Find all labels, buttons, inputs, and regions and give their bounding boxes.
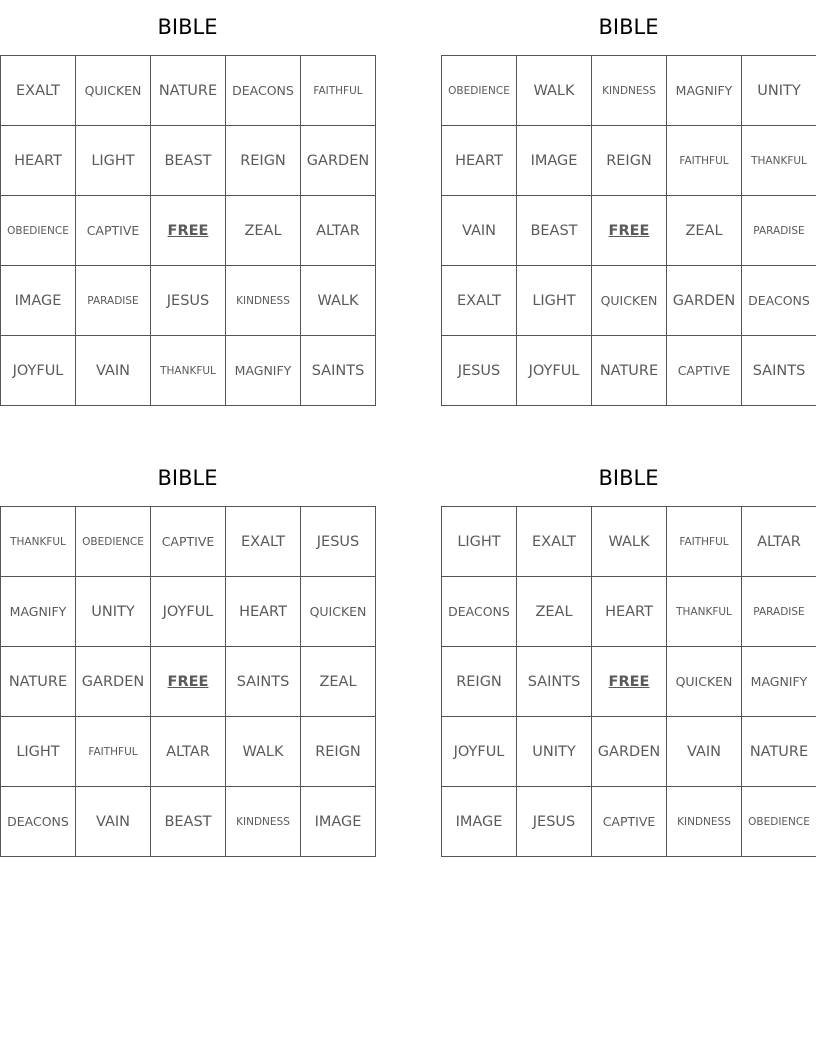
bingo-cell: CAPTIVE (592, 787, 667, 857)
grid-row (1, 647, 376, 717)
bingo-cell: SAINTS (226, 647, 301, 717)
grid-row (1, 787, 376, 857)
bingo-cell: WALK (226, 717, 301, 787)
grid-row (1, 126, 376, 196)
bingo-cell: GARDEN (592, 717, 667, 787)
bingo-cell: THANKFUL (667, 577, 742, 647)
bingo-cell: OBEDIENCE (742, 787, 816, 857)
grid-row (442, 266, 816, 336)
grid-row (442, 647, 816, 717)
bingo-cell: QUICKEN (667, 647, 742, 717)
bingo-cell: GARDEN (301, 126, 376, 196)
free-space-cell: FREE (592, 196, 667, 266)
grid-row (1, 717, 376, 787)
bingo-cell: OBEDIENCE (442, 56, 517, 126)
bingo-cell: GARDEN (76, 647, 151, 717)
bingo-cell: REIGN (442, 647, 517, 717)
grid-row (1, 336, 376, 406)
bingo-grid (441, 55, 816, 406)
bingo-cell: FAITHFUL (667, 507, 742, 577)
bingo-cell: ZEAL (667, 196, 742, 266)
bingo-cell: JESUS (442, 336, 517, 406)
bingo-cell: EXALT (1, 56, 76, 126)
card-title: BIBLE (598, 466, 659, 490)
bingo-cell: THANKFUL (1, 507, 76, 577)
bingo-cell: NATURE (1, 647, 76, 717)
bingo-cell: JOYFUL (1, 336, 76, 406)
bingo-cell: LIGHT (442, 507, 517, 577)
grid-row (1, 56, 376, 126)
bingo-cell: GARDEN (667, 266, 742, 336)
bingo-cell: KINDNESS (226, 787, 301, 857)
bingo-cell: EXALT (442, 266, 517, 336)
bingo-cell: ZEAL (226, 196, 301, 266)
bingo-cell: KINDNESS (592, 56, 667, 126)
bingo-cell: WALK (592, 507, 667, 577)
bingo-cell: BEAST (517, 196, 592, 266)
bingo-cell: JESUS (301, 507, 376, 577)
bingo-cell: ALTAR (151, 717, 226, 787)
grid-row (442, 56, 816, 126)
grid-row (442, 787, 816, 857)
bingo-cell: DEACONS (742, 266, 816, 336)
bingo-cell: PARADISE (76, 266, 151, 336)
bingo-cell: QUICKEN (76, 56, 151, 126)
bingo-cell: HEART (1, 126, 76, 196)
free-space-cell: FREE (151, 196, 226, 266)
bingo-cell: CAPTIVE (667, 336, 742, 406)
bingo-cell: FAITHFUL (301, 56, 376, 126)
bingo-cell: SAINTS (742, 336, 816, 406)
bingo-cell: KINDNESS (667, 787, 742, 857)
bingo-cell: QUICKEN (592, 266, 667, 336)
bingo-cell: MAGNIFY (667, 56, 742, 126)
bingo-cell: HEART (442, 126, 517, 196)
bingo-cell: IMAGE (517, 126, 592, 196)
bingo-cell: ALTAR (742, 507, 816, 577)
grid-row (1, 266, 376, 336)
bingo-cell: MAGNIFY (742, 647, 816, 717)
bingo-cell: PARADISE (742, 196, 816, 266)
card-title: BIBLE (157, 15, 218, 39)
bingo-cell: DEACONS (442, 577, 517, 647)
bingo-cell: OBEDIENCE (76, 507, 151, 577)
bingo-cell: PARADISE (742, 577, 816, 647)
bingo-cell: UNITY (517, 717, 592, 787)
grid-row (442, 577, 816, 647)
bingo-cell: WALK (301, 266, 376, 336)
bingo-cell: FAITHFUL (667, 126, 742, 196)
bingo-cell: DEACONS (226, 56, 301, 126)
bingo-cell: CAPTIVE (76, 196, 151, 266)
bingo-cell: MAGNIFY (226, 336, 301, 406)
bingo-cell: HEART (226, 577, 301, 647)
bingo-cell: QUICKEN (301, 577, 376, 647)
bingo-cell: JESUS (151, 266, 226, 336)
bingo-grid (441, 506, 816, 857)
bingo-cell: SAINTS (517, 647, 592, 717)
bingo-cell: MAGNIFY (1, 577, 76, 647)
bingo-cell: SAINTS (301, 336, 376, 406)
bingo-cell: IMAGE (301, 787, 376, 857)
bingo-cell: JOYFUL (442, 717, 517, 787)
free-space-cell: FREE (592, 647, 667, 717)
bingo-cell: LIGHT (76, 126, 151, 196)
bingo-cell: ALTAR (301, 196, 376, 266)
bingo-cell: UNITY (742, 56, 816, 126)
grid-row (442, 717, 816, 787)
bingo-cell: THANKFUL (151, 336, 226, 406)
bingo-cell: NATURE (151, 56, 226, 126)
bingo-cell: VAIN (442, 196, 517, 266)
bingo-cell: IMAGE (442, 787, 517, 857)
bingo-cell: JOYFUL (517, 336, 592, 406)
bingo-cell: EXALT (226, 507, 301, 577)
bingo-cell: VAIN (76, 787, 151, 857)
bingo-cell: REIGN (226, 126, 301, 196)
bingo-cell: OBEDIENCE (1, 196, 76, 266)
bingo-cell: UNITY (76, 577, 151, 647)
bingo-cell: REIGN (592, 126, 667, 196)
bingo-cell: KINDNESS (226, 266, 301, 336)
bingo-grid (0, 506, 376, 857)
bingo-cell: LIGHT (517, 266, 592, 336)
bingo-cell: ZEAL (301, 647, 376, 717)
bingo-cell: CAPTIVE (151, 507, 226, 577)
bingo-cell: LIGHT (1, 717, 76, 787)
bingo-cell: DEACONS (1, 787, 76, 857)
card-title: BIBLE (157, 466, 218, 490)
bingo-cell: NATURE (742, 717, 816, 787)
bingo-cell: WALK (517, 56, 592, 126)
bingo-cell: FAITHFUL (76, 717, 151, 787)
bingo-cell: ZEAL (517, 577, 592, 647)
card-title: BIBLE (598, 15, 659, 39)
grid-row (442, 507, 816, 577)
bingo-cell: IMAGE (1, 266, 76, 336)
bingo-cell: THANKFUL (742, 126, 816, 196)
grid-row (442, 196, 816, 266)
grid-row (442, 336, 816, 406)
bingo-cell: VAIN (76, 336, 151, 406)
bingo-cell: VAIN (667, 717, 742, 787)
bingo-cell: REIGN (301, 717, 376, 787)
bingo-cell: HEART (592, 577, 667, 647)
bingo-cell: NATURE (592, 336, 667, 406)
grid-row (1, 577, 376, 647)
grid-row (1, 196, 376, 266)
bingo-cell: JESUS (517, 787, 592, 857)
bingo-cell: BEAST (151, 787, 226, 857)
free-space-cell: FREE (151, 647, 226, 717)
bingo-cell: BEAST (151, 126, 226, 196)
grid-row (442, 126, 816, 196)
bingo-grid (0, 55, 376, 406)
grid-row (1, 507, 376, 577)
bingo-cell: EXALT (517, 507, 592, 577)
bingo-cell: JOYFUL (151, 577, 226, 647)
